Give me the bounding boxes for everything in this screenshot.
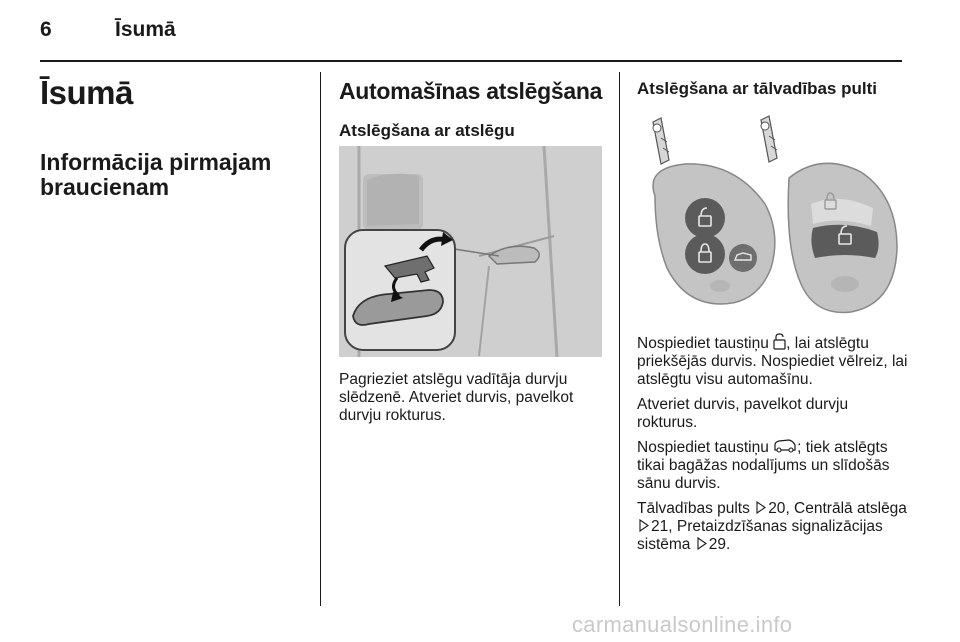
text-segment: , Pretaizdzīšanas signalizācijas sistēma <box>637 518 883 553</box>
paragraph-references <box>637 500 909 554</box>
text-segment: , Centrālā atslēga <box>785 500 907 517</box>
reference-arrow-icon <box>639 519 649 532</box>
paragraph-open-doors: Atveriet durvis, pavelkot durvju rokturus. <box>637 396 849 431</box>
text-segment: Nospiediet taustiņu <box>637 335 774 352</box>
text-segment: , lai atslēgtu priekšējās durvis. Nospiediet vēlreiz, lai atslēgtu visu automašīnu. <box>637 335 908 388</box>
remote-unlock-instructions <box>637 333 909 561</box>
text-segment: Tālvadības pults <box>637 500 755 517</box>
column-divider-1 <box>320 72 321 606</box>
column-divider-2 <box>619 72 620 606</box>
page-reference[interactable]: 29 <box>708 536 726 553</box>
page-reference[interactable]: 20 <box>768 500 786 517</box>
remote-unlock-subheading: Atslēgšana ar tālvadības pulti <box>637 79 877 98</box>
unlocking-heading: Automašīnas atslēgšana <box>339 78 603 104</box>
header-divider <box>40 60 902 62</box>
text-segment: . <box>725 536 731 553</box>
text-segment: Nospiediet taustiņu <box>637 439 774 456</box>
door-key-illustration <box>339 146 602 357</box>
watermark: carmanualsonline.info <box>572 612 793 637</box>
van-icon <box>773 439 797 453</box>
paragraph-unlock-cargo <box>637 439 909 493</box>
reference-arrow-icon <box>756 501 766 514</box>
page-reference[interactable]: 21 <box>651 518 669 535</box>
key-unlock-subheading: Atslēgšana ar atslēgu <box>339 121 515 140</box>
remote-key-illustration <box>625 108 902 320</box>
page-number: 6 <box>40 18 52 41</box>
paragraph-unlock-front <box>637 333 909 389</box>
section-heading: Informācija pirmajam braucienam <box>40 149 272 200</box>
text-segment: ; tiek atslēgts tikai bagāžas nodalījums un slīdošās sānu durvis. <box>637 439 890 492</box>
unlock-icon <box>773 333 786 350</box>
key-unlock-instructions: Pagrieziet atslēgu vadītāja durvju slēdzenē. Atveriet durvis, pavelkot durvju rokturus. <box>339 371 574 424</box>
reference-arrow-icon <box>697 537 707 550</box>
chapter-heading: Īsumā <box>40 74 133 111</box>
running-header-title: Īsumā <box>115 18 176 41</box>
